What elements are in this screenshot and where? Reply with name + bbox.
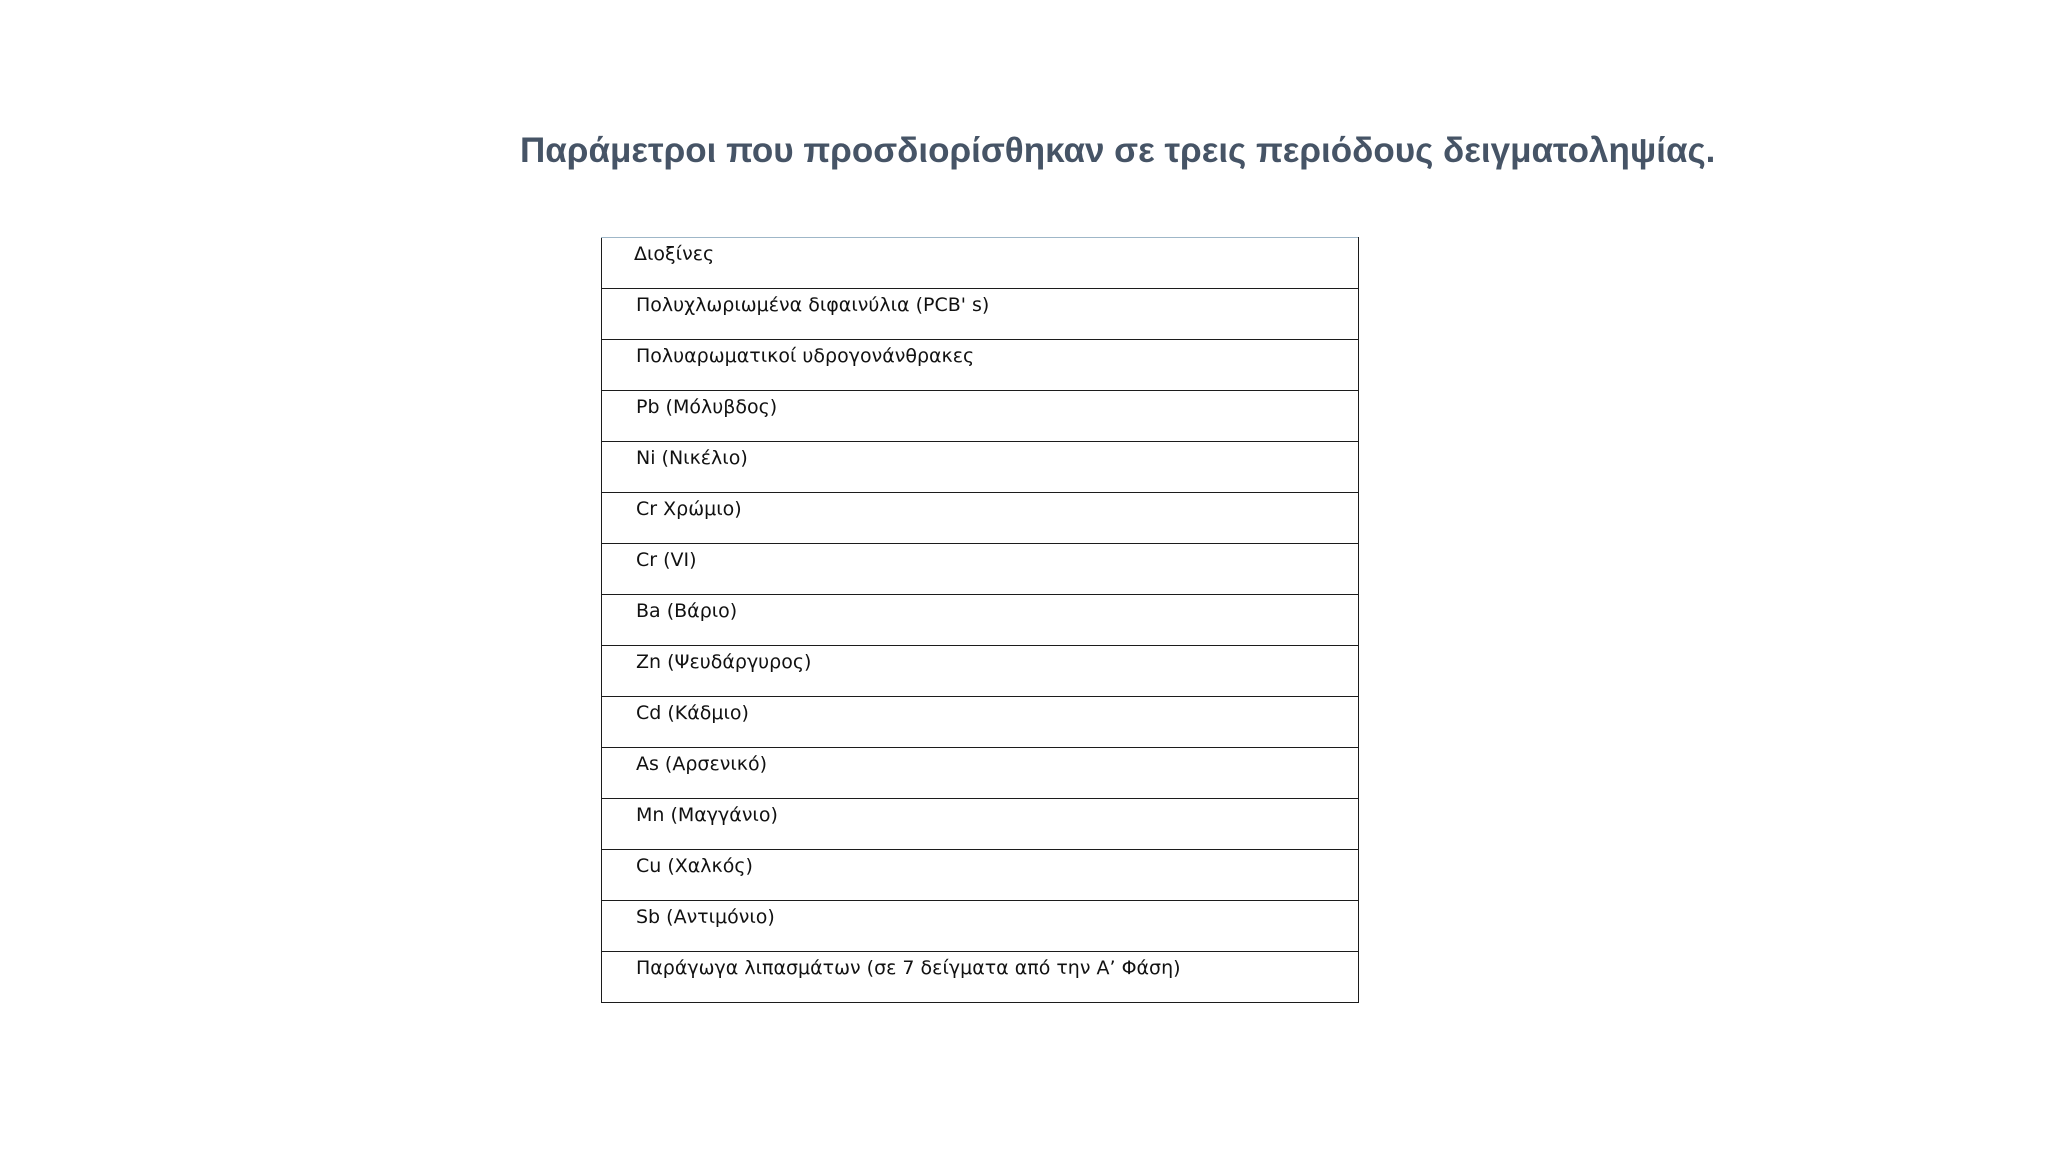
table-row [602, 799, 1359, 850]
table-row [602, 340, 1359, 391]
parameter-cell: Cd (Κάδμιο) [602, 697, 1359, 748]
slide-title: Παράμετροι που προσδιορίσθηκαν σε τρεις περιόδους δειγματοληψίας. [520, 131, 1716, 170]
parameter-cell: Cr Χρώμιο) [602, 493, 1359, 544]
table-row [602, 238, 1359, 289]
parameter-cell: Διοξίνες [602, 238, 1359, 289]
parameter-cell: Ba (Βάριο) [602, 595, 1359, 646]
table-row [602, 901, 1359, 952]
parameter-cell: Cr (VI) [602, 544, 1359, 595]
table-row [602, 544, 1359, 595]
table-row [602, 748, 1359, 799]
parameter-cell: Pb (Μόλυβδος) [602, 391, 1359, 442]
parameter-cell: Ni (Νικέλιο) [602, 442, 1359, 493]
parameter-cell: Sb (Αντιμόνιο) [602, 901, 1359, 952]
table-row [602, 289, 1359, 340]
table-row [602, 595, 1359, 646]
table-row [602, 442, 1359, 493]
parameter-cell: Zn (Ψευδάργυρος) [602, 646, 1359, 697]
table-row [602, 391, 1359, 442]
parameter-cell: Cu (Χαλκός) [602, 850, 1359, 901]
table-row [602, 493, 1359, 544]
parameter-cell: Πολυαρωματικοί υδρογονάνθρακες [602, 340, 1359, 391]
table-row [602, 850, 1359, 901]
table-row [602, 646, 1359, 697]
table-row [602, 697, 1359, 748]
parameter-cell: Mn (Μαγγάνιο) [602, 799, 1359, 850]
parameters-table [601, 237, 1359, 1003]
parameter-cell: As (Αρσενικό) [602, 748, 1359, 799]
parameter-cell: Πολυχλωριωμένα διφαινύλια (PCB' s) [602, 289, 1359, 340]
table-row [602, 952, 1359, 1003]
parameter-cell: Παράγωγα λιπασμάτων (σε 7 δείγματα από την Α’ Φάση) [636, 957, 1181, 979]
